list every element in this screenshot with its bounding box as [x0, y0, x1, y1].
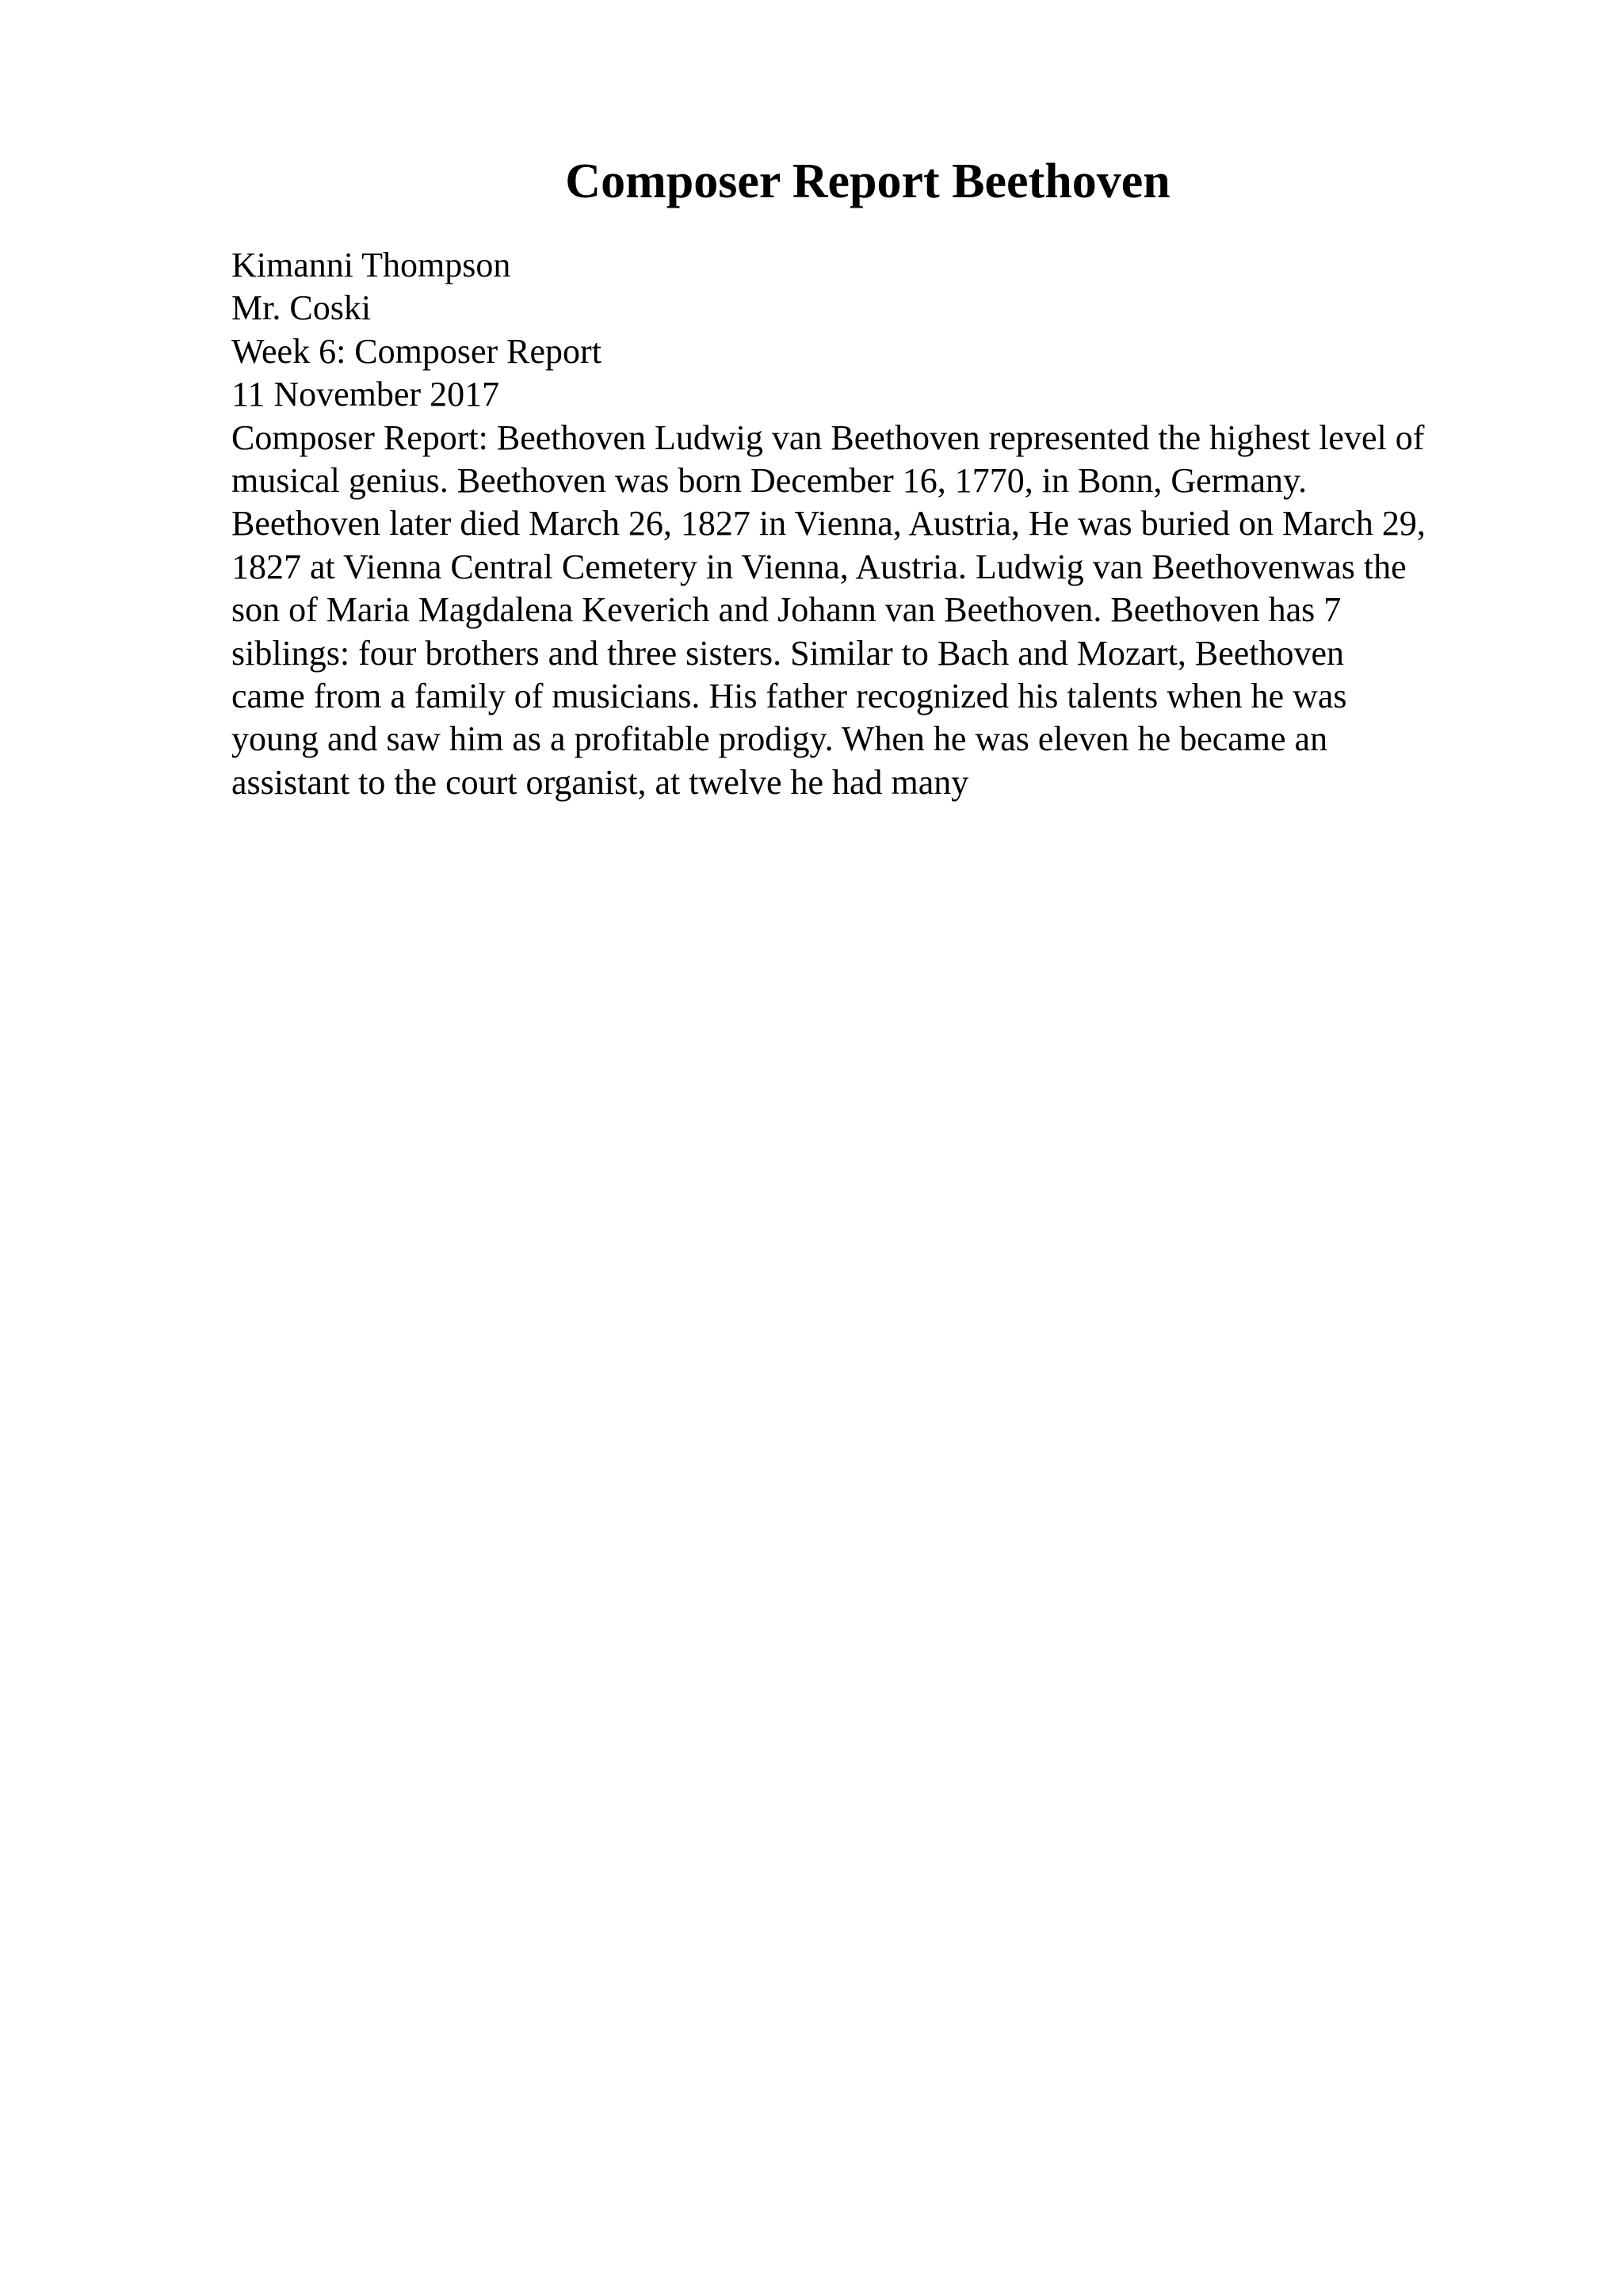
- body-line: assistant to the court organist, at twelve he had many: [231, 762, 969, 802]
- student-name: Kimanni Thompson: [231, 246, 511, 284]
- body-line: Beethoven later died March 26, 1827 in Vienna, Austria, He was buried on March 29,: [231, 504, 1426, 543]
- body-line: 1827 at Vienna Central Cemetery in Vienna, Austria. Ludwig van Beethovenwas the: [231, 547, 1407, 586]
- body-line: son of Maria Magdalena Keverich and Johann van Beethoven. Beethoven has 7: [231, 590, 1342, 630]
- report-date: 11 November 2017: [231, 375, 500, 414]
- document-content: [231, 244, 1515, 804]
- body-line: siblings: four brothers and three sisters. Similar to Bach and Mozart, Beethoven: [231, 633, 1345, 673]
- assignment-name: Week 6: Composer Report: [231, 331, 601, 371]
- body-line: Composer Report: Beethoven Ludwig van Beethoven represented the highest level of: [231, 418, 1425, 457]
- body-line: young and saw him as a profitable prodigy. When he was eleven he became an: [231, 719, 1328, 759]
- body-line: musical genius. Beethoven was born December 16, 1770, in Bonn, Germany.: [231, 461, 1308, 501]
- body-line: came from a family of musicians. His father recognized his talents when he was: [231, 677, 1347, 716]
- teacher-name: Mr. Coski: [231, 288, 372, 328]
- document-title: Composer Report Beethoven: [565, 154, 1170, 208]
